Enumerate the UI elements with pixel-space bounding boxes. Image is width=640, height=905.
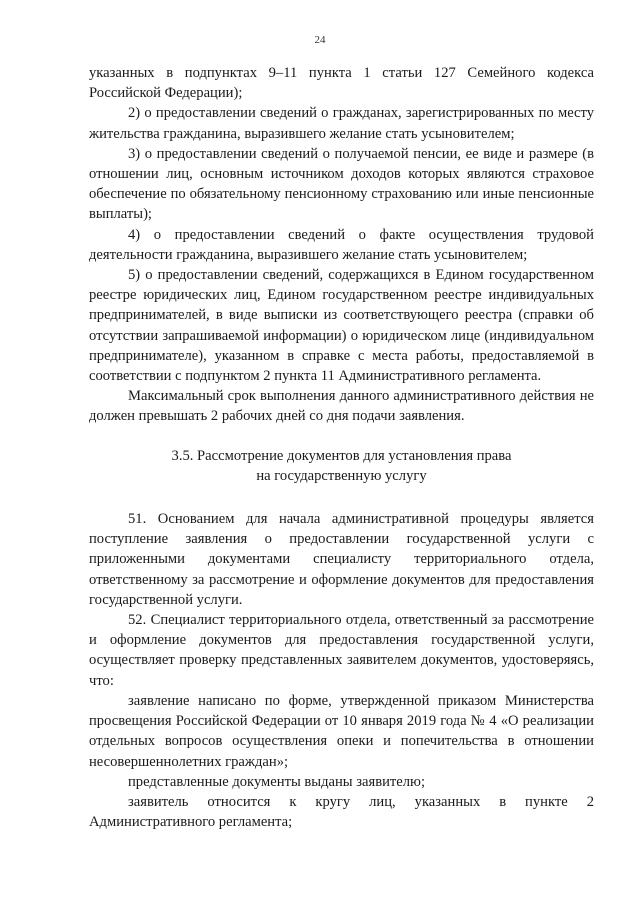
- section-heading: [89, 446, 594, 486]
- paragraph-continuation: указанных в подпунктах 9–11 пункта 1 статьи 127 Семейного кодекса Российской Федерации);: [89, 65, 594, 102]
- section-heading-line-1: 3.5. Рассмотрение документов для установления права: [171, 447, 512, 464]
- page-number: 24: [314, 34, 326, 46]
- paragraph-51: 51. Основанием для начала административной процедуры является поступление заявления о предоставлении государственной услуги с приложенными документами специалисту территориального отдела, ответственному за рассмотрение и оформление документов для предоставления государственной услуги.: [89, 511, 594, 608]
- paragraph-applicant-check: заявитель относится к кругу лиц, указанных в пункте 2 Административного регламента;: [89, 793, 594, 831]
- paragraph-item-5: 5) о предоставлении сведений, содержащихся в Едином государственном реестре юридических лиц, Едином государственном реестре индивидуальных предпринимателей, в виде выписки из соответствующего реестра (справки об отсутствии запрашиваемой информации) о юридическом лице (индивидуальном предпринимателе), указанном в справке с места работы, предоставляемой в соответствии с подпунктом 2 пункта 11 Административного регламента.: [89, 267, 594, 385]
- paragraph-item-3: 3) о предоставлении сведений о получаемой пенсии, ее виде и размере (в отношении лиц, основным источником доходов которых являются страховое обеспечение по обязательному пенсионному страхованию или иные пенсионные выплаты);: [89, 145, 594, 223]
- document-body: [89, 63, 594, 832]
- paragraph-item-2: 2) о предоставлении сведений о гражданах, зарегистрированных по месту жительства гражданина, выразившего желание стать усыновителем;: [89, 105, 594, 142]
- section-heading-line-2: на государственную услугу: [256, 467, 427, 484]
- paragraph-max-term: Максимальный срок выполнения данного административного действия не должен превышать 2 рабочих дней со дня подачи заявления.: [89, 388, 594, 425]
- paragraph-documents-check: представленные документы выданы заявителю;: [128, 773, 426, 790]
- paragraph-52: 52. Специалист территориального отдела, ответственный за рассмотрение и оформление документов для предоставления государственной услуги, осуществляет проверку представленных заявителем документов, удостоверяясь, что:: [89, 612, 594, 689]
- paragraph-item-4: 4) о предоставлении сведений о факте осуществления трудовой деятельности гражданина, выразившего желание стать усыновителем;: [89, 226, 594, 263]
- paragraph-form-check: заявление написано по форме, утвержденной приказом Министерства просвещения Российской Федерации от 10 января 2019 года № 4 «О реализации отдельных вопросов осуществления опеки и попечительства в отношении несовершеннолетних граждан»;: [89, 692, 594, 770]
